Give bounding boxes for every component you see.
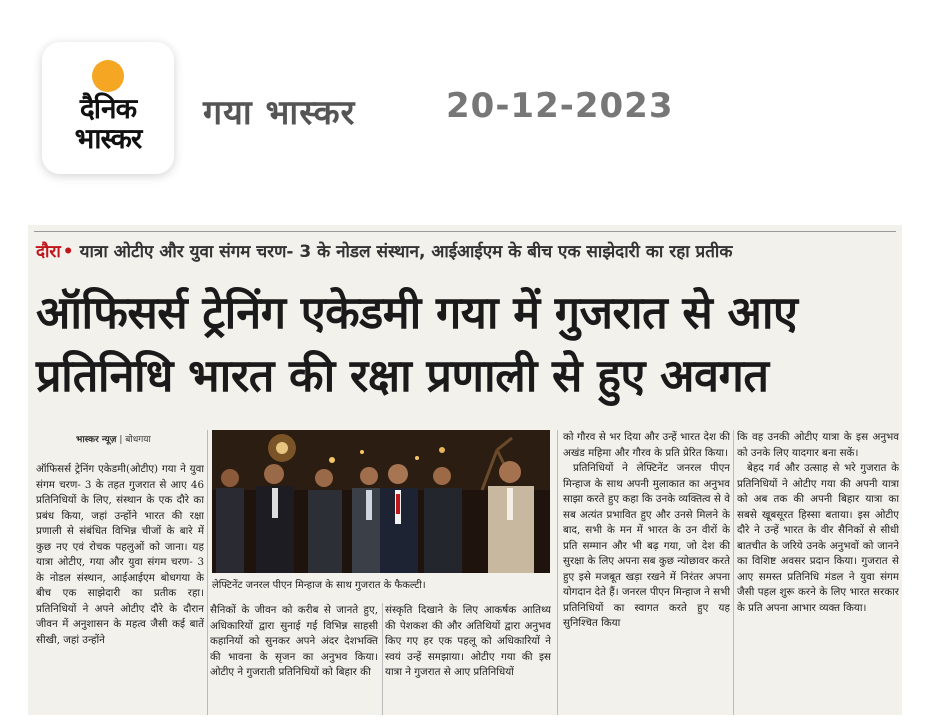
column-divider bbox=[207, 430, 208, 715]
column-divider bbox=[733, 430, 734, 715]
bullet-icon: • bbox=[62, 242, 74, 262]
column-1-text: ऑफिसर्स ट्रेनिंग एकेडमी(ओटीए) गया ने युवा संगम चरण- 3 के तहत गुजरात से आए 46 प्रतिनिधियों के लिए, संस्थान के एक दौरे का प्रबंध किया, जहां उन्होंने भारत की रक्षा प्रणाली से संबंधित विभिन्न चीजों के बारे में कुछ नए एवं रोचक पहलुओं को जाना। यह यात्रा ओटीए, गया और युवा संगम चरण- 3 के नोडल संस्थान, आईआईएम बोधगया के बीच एक साझेदारी का प्रतीक रहा। प्रतिनिधियों ने अपने ओटीए दौरे के दौरान जीवन में अनुशासन के महत्व जैसी कई बातें सीखी, जहां उन्होंने bbox=[36, 463, 204, 646]
headline-line-1: ऑफिसर्स ट्रेनिंग एकेडमी गया में गुजरात से आए bbox=[36, 286, 798, 339]
byline: भास्कर न्यूज़ | बोधगया bbox=[76, 435, 151, 445]
kicker-text: यात्रा ओटीए और युवा संगम चरण- 3 के नोडल संस्थान, आईआईएम के बीच एक साझेदारी का रहा प्रतीक bbox=[79, 242, 733, 262]
publication-date: 20-12-2023 bbox=[446, 86, 674, 126]
photo-caption: लेफ्टिनेंट जनरल पीएन मिन्हाज के साथ गुजरात के फैकल्टी। bbox=[212, 580, 426, 591]
kicker-tag: दौरा bbox=[36, 242, 61, 262]
article-column-3 bbox=[385, 603, 551, 715]
kicker bbox=[36, 239, 894, 262]
top-rule bbox=[34, 231, 896, 232]
group-photo-illustration bbox=[212, 430, 550, 573]
logo-line-1: दैनिक bbox=[79, 92, 137, 125]
news-clipping bbox=[28, 225, 902, 715]
column-5-para-2: बेहद गर्व और उत्साह से भरे गुजरात के प्रतिनिधियों ने ओटीए गया की अपनी यात्रा को अब तक की अपनी बिहार यात्रा का सबसे खूबसूरत हिस्सा बताया। इस ओटीए दौरे ने उन्हें भारत के वीर सैनिकों से सीधी बातचीत के जरिये उनके अनुभवों को जानने का विशिष्ट अवसर प्रदान किया। गुजरात से आए समस्त प्रतिनिधि मंडल ने युवा संगम जैसी पहल शुरू करने के लिए भारत सरकार के प्रति अपना आभार व्यक्त किया। bbox=[737, 462, 899, 614]
column-4-para-2: प्रतिनिधियों ने लेफ्टिनेंट जनरल पीएन मिन्हाज के साथ अपनी मुलाकात का अनुभव साझा करते हुए कहा कि उनके व्यक्तित्व से वे सब अत्यंत प्रभावित हुए और उनसे मिलने के बाद, सभी के मन में भारत के उन वीरों के प्रति सम्मान और भी बढ़ गया, जो देश की सुरक्षा के लिए अपना सब कुछ न्योछावर करते हुए इसे मजबूत खड़ा रखने में निरंतर अपना योगदान देते हैं। जनरल पीएन मिन्हाज ने सभी प्रतिनिधियों का स्वागत करते हुए यह सुनिश्चित किया bbox=[563, 462, 730, 629]
edition-name: गया भास्कर bbox=[203, 93, 356, 133]
column-divider bbox=[557, 430, 558, 715]
article-column-2 bbox=[210, 603, 378, 715]
byline-place: बोधगया bbox=[125, 435, 151, 445]
article-column-1 bbox=[36, 462, 204, 715]
column-3-text: संस्कृति दिखाने के लिए आकर्षक आतिथ्य की पेशकश की और अतिथियों द्वारा अनुभव किए गए हर एक पहलू को अधिकारियों ने स्वयं उन्हें समझाया। ओटीए गया की इस यात्रा ने गुजरात से आए प्रतिनिधियों bbox=[385, 604, 551, 678]
column-divider bbox=[382, 603, 383, 715]
article-column-4 bbox=[563, 430, 730, 715]
sun-icon bbox=[92, 60, 124, 92]
byline-source: भास्कर न्यूज़ bbox=[76, 435, 117, 445]
logo-line-2: भास्कर bbox=[74, 122, 142, 155]
article-column-5 bbox=[737, 430, 899, 715]
headline bbox=[36, 281, 894, 407]
column-4-para-1: को गौरव से भर दिया और उन्हें भारत देश की अखंड महिमा और गौरव के प्रति प्रेरित किया। bbox=[563, 431, 730, 459]
column-2-text: सैनिकों के जीवन को करीब से जानते हुए, अधिकारियों द्वारा सुनाई गई विभिन्न साहसी कहानियों को सुनकर अपने अंदर देशभक्ति की भावना के सृजन का अनुभव किया। ओटीए ने गुजराती प्रतिनिधियों को बिहार की bbox=[210, 604, 378, 678]
headline-line-2: प्रतिनिधि भारत की रक्षा प्रणाली से हुए अवगत bbox=[36, 349, 769, 402]
article-photo bbox=[212, 430, 550, 573]
column-5-para-1: कि वह उनकी ओटीए यात्रा के इस अनुभव को उनके लिए यादगार बना सकें। bbox=[737, 431, 899, 459]
dainik-bhaskar-logo bbox=[42, 42, 174, 174]
